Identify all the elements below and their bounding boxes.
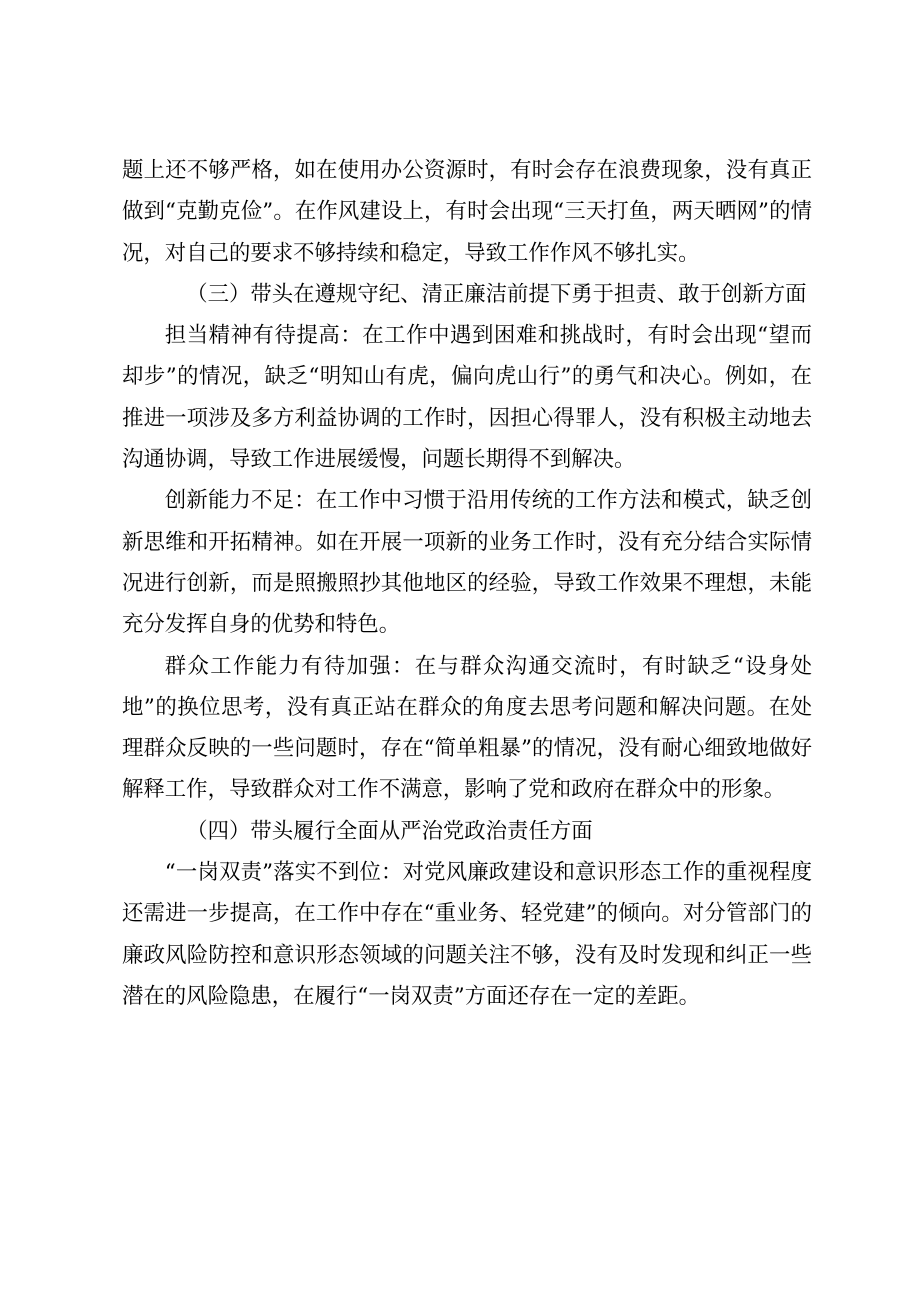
document-page — [122, 150, 812, 1017]
paragraph-continuation: 题上还不够严格，如在使用办公资源时，有时会存在浪费现象，没有真正做到“克勤克俭”。在作风建设上，有时会出现“三天打鱼，两天晒网”的情况，对自己的要求不够持续和稳定，导致工作作风不够扎实。 — [122, 158, 812, 266]
paragraph-responsibility: 担当精神有待提高：在工作中遇到困难和挑战时，有时会出现“望而却步”的情况，缺乏“明知山有虎，偏向虎山行”的勇气和决心。例如，在推进一项涉及多方利益协调的工作时，因担心得罪人，没有积极主动地去沟通协调，导致工作进展缓慢，问题长期得不到解决。 — [122, 323, 812, 473]
section-heading-three: （三）带头在遵规守纪、清正廉洁前提下勇于担责、敢于创新方面 — [186, 281, 807, 307]
paragraph-dual-responsibility: “一岗双责”落实不到位：对党风廉政建设和意识形态工作的重视程度还需进一步提高，在工作中存在“重业务、轻党建”的倾向。对分管部门的廉政风险防控和意识形态领域的问题关注不够，没有及时发现和纠正一些潜在的风险隐患，在履行“一岗双责”方面还存在一定的差距。 — [122, 860, 812, 1009]
section-heading-four: （四）带头履行全面从严治党政治责任方面 — [186, 818, 593, 844]
paragraph-innovation: 创新能力不足：在工作中习惯于沿用传统的工作方法和模式，缺乏创新思维和开拓精神。如在开展一项新的业务工作时，没有充分结合实际情况进行创新，而是照搬照抄其他地区的经验，导致工作效果不理想，未能充分发挥自身的优势和特色。 — [122, 488, 812, 638]
paragraph-mass-work: 群众工作能力有待加强：在与群众沟通交流时，有时缺乏“设身处地”的换位思考，没有真正站在群众的角度去思考问题和解决问题。在处理群众反映的一些问题时，存在“简单粗暴”的情况，没有耐心细致地做好解释工作，导致群众对工作不满意，影响了党和政府在群众中的形象。 — [122, 653, 812, 803]
